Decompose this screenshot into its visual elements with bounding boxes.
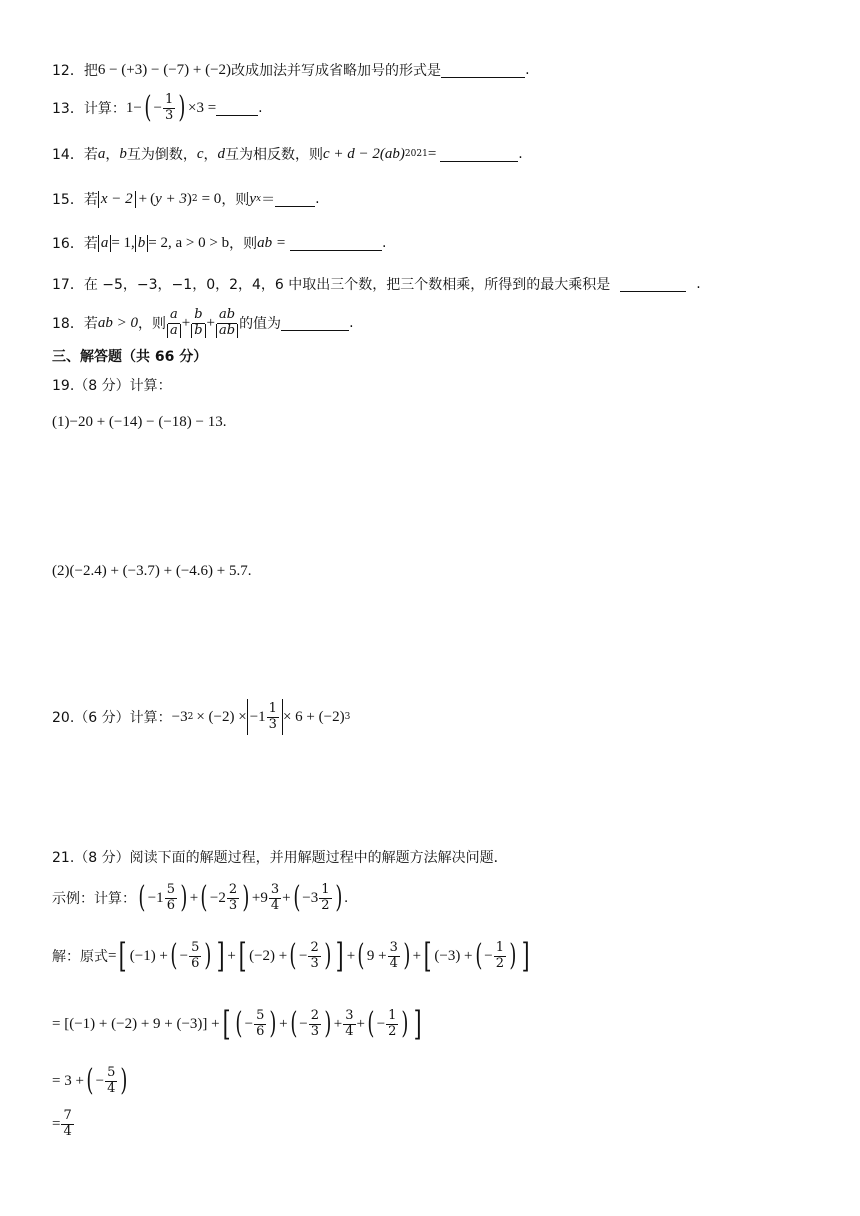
numerator: 3	[345, 1007, 354, 1023]
numerator: 7	[63, 1107, 72, 1123]
exponent: 2	[187, 712, 194, 722]
math-expression: (−2) +	[249, 947, 288, 964]
solution-line-3: = 3 + ( − $\frac{5}{4}$ )	[52, 1063, 128, 1098]
question-number: 15．	[52, 192, 84, 208]
absolute-value	[247, 699, 283, 735]
question-text: 改成加法并写成省略加号的形式是	[231, 63, 442, 79]
math-expression: −20 + (−14) − (−18) − 13	[69, 414, 223, 430]
denominator: a	[167, 324, 181, 339]
numerator: 3	[270, 881, 280, 897]
answer-blank[interactable]	[440, 147, 518, 162]
solution-line-1: 解：原式 = [ (−1) + ( − $\frac{5}{6}$ ) ] + [ (−2) + ( − $\frac{2}{3}$ ) ] + ( 9 + $\frac{3}{4}$ ) + [ (−3) + ( − $\frac{1}{2}$ ) ]	[52, 936, 530, 976]
variable: a	[97, 145, 106, 162]
denominator: 2	[388, 1023, 397, 1039]
question-text: ，则	[229, 236, 258, 252]
answer-blank[interactable]	[281, 316, 349, 331]
period: .	[222, 414, 227, 430]
plus-sign: +	[206, 314, 215, 331]
section-heading: 三、解答题（共 66 分）	[52, 349, 208, 365]
denominator: 2	[321, 897, 330, 913]
variable: c	[196, 145, 204, 162]
part-label: (2)	[52, 563, 70, 579]
math-expression: = 3 +	[52, 1072, 84, 1089]
question-number: 16．	[52, 236, 84, 252]
numerator: 1	[321, 881, 330, 897]
solution-label: 解：原式	[52, 949, 108, 965]
question-17	[52, 274, 701, 294]
question-heading: 20.（6 分）计算：	[52, 710, 172, 726]
minus-sign: −	[153, 99, 162, 116]
question-text: 若	[83, 147, 98, 163]
numerator: ab	[218, 306, 236, 322]
whole-part: 9	[260, 889, 268, 906]
variable: d	[217, 145, 225, 162]
exponent: x	[255, 194, 262, 204]
denominator: 4	[389, 955, 398, 971]
denominator: b	[191, 324, 205, 339]
denominator: 4	[270, 897, 280, 913]
numerator: 1	[388, 1007, 397, 1023]
question-16	[52, 233, 386, 253]
absolute-value: a	[98, 235, 112, 252]
numerator: 1	[268, 700, 277, 716]
question-12	[52, 60, 530, 80]
math-expression: (−1) +	[129, 947, 168, 964]
question-text: 互为相反数，则	[225, 147, 323, 163]
question-text: 在 −5，−3，−1，0，2，4，6 中取出三个数，把三个数相乘，所得到的最大乘积是	[83, 277, 611, 293]
question-text: 计算：	[83, 101, 126, 117]
denominator: 4	[345, 1023, 354, 1039]
whole-part: −3	[302, 889, 319, 906]
period: .	[518, 146, 523, 162]
math-expression: 6 − (+3) − (−7) + (−2)	[97, 61, 232, 78]
exponent: 2021	[404, 149, 428, 159]
denominator: 6	[256, 1023, 265, 1039]
denominator: 3	[164, 107, 174, 123]
example-label: 示例：计算：	[52, 891, 136, 907]
math-expression: = 0	[201, 190, 222, 207]
math-expression: ab =	[257, 234, 286, 251]
denominator: 3	[310, 955, 319, 971]
denominator: 3	[228, 897, 238, 913]
math-expression: = 1,	[111, 234, 135, 251]
numerator: 5	[166, 881, 175, 897]
question-13	[52, 88, 263, 128]
numerator: 3	[389, 939, 398, 955]
period: .	[315, 191, 320, 207]
fraction	[163, 93, 175, 124]
exponent: 2	[191, 194, 198, 204]
answer-blank[interactable]	[290, 236, 382, 251]
math-expression: y + 3	[155, 190, 187, 207]
plus-sign: +	[181, 314, 191, 331]
numerator: b	[194, 306, 203, 322]
math-expression: ab > 0	[97, 314, 138, 331]
answer-blank[interactable]	[620, 277, 686, 292]
question-18	[52, 302, 354, 344]
question-14	[52, 144, 523, 164]
question-text: 若	[83, 236, 98, 252]
question-21-heading: 21.（8 分）阅读下面的解题过程，并用解题过程中的解题方法解决问题．	[52, 850, 508, 866]
period: .	[696, 276, 701, 292]
question-text: ，则	[221, 192, 250, 208]
denominator: 3	[268, 716, 277, 732]
answer-blank[interactable]	[216, 101, 258, 116]
equals-sign: ＝	[261, 192, 276, 208]
numerator: 1	[164, 91, 174, 107]
period: .	[247, 563, 252, 579]
question-19-heading: 19.（8 分）计算：	[52, 378, 172, 394]
numerator: 2	[310, 939, 319, 955]
solution-line-4	[52, 1104, 75, 1144]
variable: y	[249, 190, 256, 207]
denominator: 6	[191, 955, 200, 971]
exponent: 3	[344, 712, 351, 722]
question-text: 若	[83, 192, 98, 208]
part-label: (1)	[52, 414, 70, 430]
absolute-value: x − 2	[98, 191, 136, 208]
math-expression: ×3 =	[187, 99, 217, 116]
fraction	[191, 308, 205, 339]
question-number: 17．	[52, 277, 84, 293]
variable: b	[119, 145, 127, 162]
question-number: 12．	[52, 63, 84, 79]
question-19-part-2	[52, 563, 251, 580]
denominator: 4	[107, 1080, 116, 1096]
solution-line-2: = [(−1) + (−2) + 9 + (−3)] + [ ( − $\frac{5}{6}$ ) + ( − $\frac{2}{3}$ ) + $\frac{3}{4}$ + ( − $\frac{1}{2}$ ) ]	[52, 1004, 422, 1044]
period: .	[525, 62, 530, 78]
denominator: 4	[63, 1123, 72, 1139]
separator: ，	[203, 147, 218, 163]
period: .	[381, 235, 387, 251]
math-expression: × 6 + (−2)	[282, 708, 345, 725]
denominator: ab	[216, 324, 238, 339]
whole-part: −2	[209, 889, 226, 906]
question-15: 15． 若 x − 2 + ( y + 3 ) 2 = 0 ，则 y x ＝ .	[52, 190, 320, 208]
question-number: 13．	[52, 101, 84, 117]
question-20	[52, 697, 350, 737]
plus-sign: +	[138, 190, 148, 207]
math-expression: 9 +	[366, 947, 387, 964]
period: .	[258, 100, 263, 116]
answer-blank[interactable]	[441, 63, 525, 78]
question-text: 若	[83, 316, 98, 332]
math-expression: −3	[171, 708, 188, 725]
question-text: 的值为	[239, 316, 282, 332]
math-expression: c + d − 2(ab)	[323, 145, 405, 162]
absolute-value: b	[135, 235, 149, 252]
denominator: 3	[310, 1023, 320, 1039]
equals-sign: =	[427, 145, 437, 162]
question-number: 18．	[52, 316, 84, 332]
numerator: 1	[495, 939, 504, 955]
question-text: ，则	[137, 316, 166, 332]
whole-part: −1	[147, 889, 164, 906]
period: .	[349, 315, 354, 331]
math-expression: 1−	[125, 99, 142, 116]
denominator: 6	[166, 897, 175, 913]
numerator: 5	[191, 939, 200, 955]
fraction	[167, 308, 181, 339]
math-expression: = [(−1) + (−2) + 9 + (−3)] +	[52, 1015, 220, 1032]
question-text: 把	[83, 63, 98, 79]
right-paren: )	[178, 90, 186, 125]
question-number: 14．	[52, 147, 84, 163]
whole-part: −1	[249, 708, 266, 725]
question-text: 互为倒数，	[126, 147, 197, 163]
left-paren: (	[144, 90, 152, 125]
numerator: 5	[256, 1007, 265, 1023]
denominator: 2	[495, 955, 504, 971]
numerator: 2	[228, 881, 238, 897]
question-19-part-1	[52, 414, 227, 431]
fraction	[216, 308, 238, 339]
math-expression: = 2, a > 0 > b	[148, 234, 230, 251]
fraction	[267, 702, 279, 733]
equals-sign: =	[52, 1115, 61, 1132]
period: .	[344, 889, 348, 906]
example-line: 示例：计算： ( −1 $\frac{5}{6}$ ) + ( −2 $\frac{2}{3}$ ) + 9 $\frac{3}{4}$ + ( −3 $\frac{1}{2}$ ) .	[52, 880, 348, 915]
numerator: 5	[107, 1064, 116, 1080]
math-expression: × (−2) ×	[196, 708, 247, 725]
numerator: a	[169, 306, 178, 322]
math-expression: (−2.4) + (−3.7) + (−4.6) + 5.7	[69, 563, 248, 579]
separator: ，	[105, 147, 120, 163]
math-expression: (−3) +	[434, 947, 473, 964]
numerator: 2	[310, 1007, 320, 1023]
answer-blank[interactable]	[275, 192, 315, 207]
